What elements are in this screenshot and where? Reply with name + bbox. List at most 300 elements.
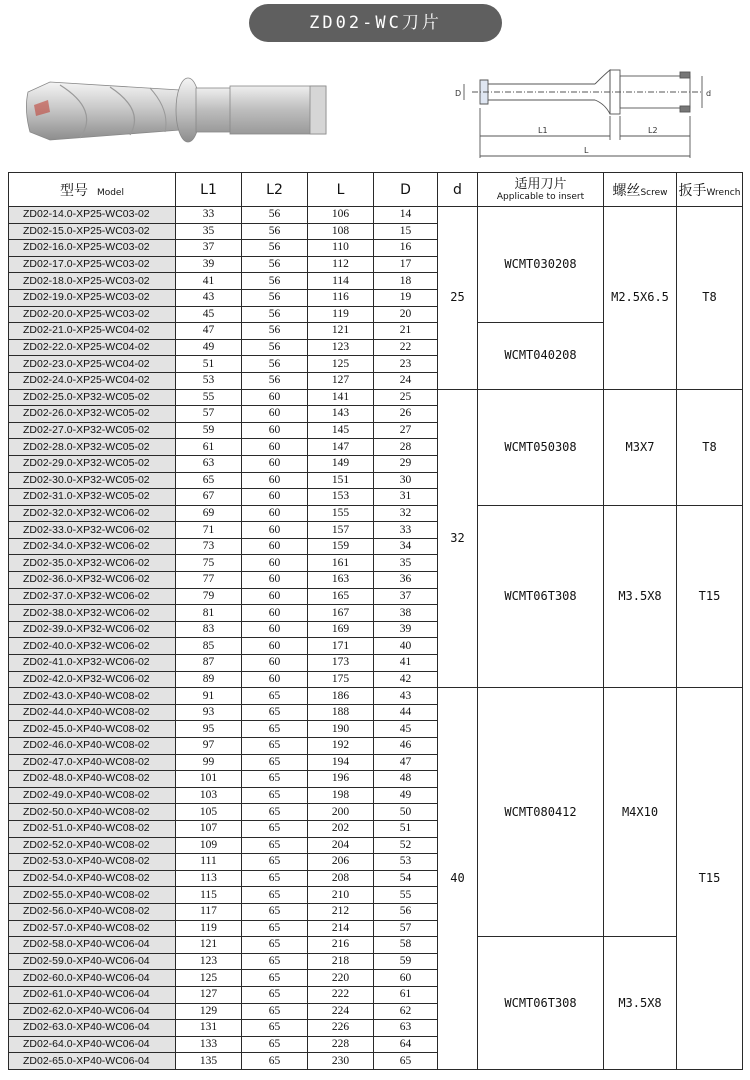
D-cell: 23 — [374, 356, 438, 373]
D-cell: 59 — [374, 953, 438, 970]
L-cell: 202 — [308, 820, 374, 837]
screw-cell: M3X7 — [604, 389, 677, 505]
L-cell: 127 — [308, 372, 374, 389]
model-cell: ZD02-44.0-XP40-WC08-02 — [9, 704, 176, 721]
table-header-row — [9, 173, 743, 207]
header-D: D — [374, 173, 438, 207]
drill-photo — [20, 60, 350, 160]
L2-cell: 56 — [242, 256, 308, 273]
model-cell: ZD02-41.0-XP32-WC06-02 — [9, 655, 176, 672]
L1-cell: 135 — [176, 1053, 242, 1070]
model-cell: ZD02-45.0-XP40-WC08-02 — [9, 721, 176, 738]
L2-cell: 60 — [242, 455, 308, 472]
L-cell: 194 — [308, 754, 374, 771]
L2-cell: 65 — [242, 937, 308, 954]
wrench-cell: T15 — [677, 505, 743, 688]
wrench-cell: T8 — [677, 389, 743, 505]
L-cell: 119 — [308, 306, 374, 323]
D-cell: 27 — [374, 422, 438, 439]
model-cell: ZD02-18.0-XP25-WC03-02 — [9, 273, 176, 290]
L2-cell: 60 — [242, 472, 308, 489]
L-cell: 143 — [308, 406, 374, 423]
L1-cell: 41 — [176, 273, 242, 290]
header-screw: 螺丝Screw — [604, 173, 677, 207]
L-cell: 112 — [308, 256, 374, 273]
dim-d-label: d — [706, 89, 712, 98]
header-L: L — [308, 173, 374, 207]
L2-cell: 60 — [242, 572, 308, 589]
L-cell: 218 — [308, 953, 374, 970]
L1-cell: 133 — [176, 1036, 242, 1053]
screw-cell: M3.5X8 — [604, 505, 677, 688]
model-cell: ZD02-29.0-XP32-WC05-02 — [9, 455, 176, 472]
model-cell: ZD02-57.0-XP40-WC08-02 — [9, 920, 176, 937]
insert-cell: WCMT040208 — [478, 323, 604, 389]
D-cell: 49 — [374, 787, 438, 804]
L-cell: 147 — [308, 439, 374, 456]
L1-cell: 113 — [176, 870, 242, 887]
L1-cell: 37 — [176, 240, 242, 257]
L-cell: 230 — [308, 1053, 374, 1070]
screw-cell: M4X10 — [604, 688, 677, 937]
model-cell: ZD02-15.0-XP25-WC03-02 — [9, 223, 176, 240]
L2-cell: 56 — [242, 207, 308, 224]
L1-cell: 115 — [176, 887, 242, 904]
D-cell: 55 — [374, 887, 438, 904]
header-L2: L2 — [242, 173, 308, 207]
model-cell: ZD02-65.0-XP40-WC06-04 — [9, 1053, 176, 1070]
L-cell: 228 — [308, 1036, 374, 1053]
insert-cell: WCMT080412 — [478, 688, 604, 937]
L1-cell: 63 — [176, 455, 242, 472]
L2-cell: 65 — [242, 804, 308, 821]
model-cell: ZD02-58.0-XP40-WC06-04 — [9, 937, 176, 954]
D-cell: 28 — [374, 439, 438, 456]
model-cell: ZD02-22.0-XP25-WC04-02 — [9, 339, 176, 356]
model-cell: ZD02-20.0-XP25-WC03-02 — [9, 306, 176, 323]
L-cell: 163 — [308, 572, 374, 589]
L1-cell: 69 — [176, 505, 242, 522]
L-cell: 116 — [308, 289, 374, 306]
D-cell: 30 — [374, 472, 438, 489]
D-cell: 54 — [374, 870, 438, 887]
L1-cell: 109 — [176, 837, 242, 854]
L2-cell: 65 — [242, 854, 308, 871]
D-cell: 33 — [374, 522, 438, 539]
L-cell: 175 — [308, 671, 374, 688]
model-cell: ZD02-34.0-XP32-WC06-02 — [9, 538, 176, 555]
L-cell: 125 — [308, 356, 374, 373]
L1-cell: 45 — [176, 306, 242, 323]
D-cell: 26 — [374, 406, 438, 423]
model-cell: ZD02-54.0-XP40-WC08-02 — [9, 870, 176, 887]
insert-cell: WCMT06T308 — [478, 505, 604, 688]
L1-cell: 57 — [176, 406, 242, 423]
screw-cell: M2.5X6.5 — [604, 207, 677, 390]
L2-cell: 65 — [242, 953, 308, 970]
L1-cell: 55 — [176, 389, 242, 406]
L2-cell: 60 — [242, 489, 308, 506]
L2-cell: 65 — [242, 771, 308, 788]
insert-cell: WCMT050308 — [478, 389, 604, 505]
L2-cell: 65 — [242, 1053, 308, 1070]
D-cell: 24 — [374, 372, 438, 389]
L2-cell: 60 — [242, 655, 308, 672]
D-cell: 58 — [374, 937, 438, 954]
L2-cell: 56 — [242, 356, 308, 373]
L1-cell: 85 — [176, 638, 242, 655]
L1-cell: 103 — [176, 787, 242, 804]
model-cell: ZD02-51.0-XP40-WC08-02 — [9, 820, 176, 837]
model-cell: ZD02-43.0-XP40-WC08-02 — [9, 688, 176, 705]
L-cell: 157 — [308, 522, 374, 539]
L-cell: 210 — [308, 887, 374, 904]
model-cell: ZD02-59.0-XP40-WC06-04 — [9, 953, 176, 970]
L2-cell: 65 — [242, 903, 308, 920]
L-cell: 200 — [308, 804, 374, 821]
L-cell: 173 — [308, 655, 374, 672]
L1-cell: 65 — [176, 472, 242, 489]
L2-cell: 56 — [242, 339, 308, 356]
L-cell: 165 — [308, 588, 374, 605]
L1-cell: 97 — [176, 738, 242, 755]
model-cell: ZD02-42.0-XP32-WC06-02 — [9, 671, 176, 688]
L1-cell: 87 — [176, 655, 242, 672]
model-cell: ZD02-35.0-XP32-WC06-02 — [9, 555, 176, 572]
model-cell: ZD02-53.0-XP40-WC08-02 — [9, 854, 176, 871]
D-cell: 63 — [374, 1020, 438, 1037]
header-model: 型号 Model — [9, 173, 176, 207]
L-cell: 192 — [308, 738, 374, 755]
D-cell: 44 — [374, 704, 438, 721]
model-cell: ZD02-37.0-XP32-WC06-02 — [9, 588, 176, 605]
L-cell: 171 — [308, 638, 374, 655]
L1-cell: 83 — [176, 621, 242, 638]
L1-cell: 101 — [176, 771, 242, 788]
L2-cell: 65 — [242, 970, 308, 987]
L2-cell: 56 — [242, 240, 308, 257]
L1-cell: 119 — [176, 920, 242, 937]
L-cell: 159 — [308, 538, 374, 555]
L2-cell: 65 — [242, 1036, 308, 1053]
table-row — [9, 389, 743, 406]
L1-cell: 89 — [176, 671, 242, 688]
L1-cell: 59 — [176, 422, 242, 439]
dim-L1-label: L1 — [538, 126, 548, 135]
L-cell: 188 — [308, 704, 374, 721]
model-cell: ZD02-49.0-XP40-WC08-02 — [9, 787, 176, 804]
D-cell: 56 — [374, 903, 438, 920]
D-cell: 22 — [374, 339, 438, 356]
L-cell: 226 — [308, 1020, 374, 1037]
D-cell: 65 — [374, 1053, 438, 1070]
L-cell: 149 — [308, 455, 374, 472]
L1-cell: 49 — [176, 339, 242, 356]
L-cell: 121 — [308, 323, 374, 340]
L1-cell: 129 — [176, 1003, 242, 1020]
L2-cell: 56 — [242, 323, 308, 340]
L-cell: 114 — [308, 273, 374, 290]
model-cell: ZD02-16.0-XP25-WC03-02 — [9, 240, 176, 257]
D-cell: 18 — [374, 273, 438, 290]
D-cell: 62 — [374, 1003, 438, 1020]
model-cell: ZD02-47.0-XP40-WC08-02 — [9, 754, 176, 771]
L-cell: 106 — [308, 207, 374, 224]
D-cell: 19 — [374, 289, 438, 306]
D-cell: 52 — [374, 837, 438, 854]
D-cell: 45 — [374, 721, 438, 738]
L1-cell: 131 — [176, 1020, 242, 1037]
L1-cell: 39 — [176, 256, 242, 273]
L2-cell: 60 — [242, 422, 308, 439]
model-cell: ZD02-64.0-XP40-WC06-04 — [9, 1036, 176, 1053]
D-cell: 15 — [374, 223, 438, 240]
D-cell: 48 — [374, 771, 438, 788]
L1-cell: 121 — [176, 937, 242, 954]
dim-L2-label: L2 — [648, 126, 658, 135]
model-cell: ZD02-33.0-XP32-WC06-02 — [9, 522, 176, 539]
model-cell: ZD02-48.0-XP40-WC08-02 — [9, 771, 176, 788]
L-cell: 167 — [308, 605, 374, 622]
model-cell: ZD02-24.0-XP25-WC04-02 — [9, 372, 176, 389]
L1-cell: 35 — [176, 223, 242, 240]
D-cell: 43 — [374, 688, 438, 705]
model-cell: ZD02-23.0-XP25-WC04-02 — [9, 356, 176, 373]
L2-cell: 56 — [242, 289, 308, 306]
L-cell: 110 — [308, 240, 374, 257]
D-cell: 51 — [374, 820, 438, 837]
model-cell: ZD02-52.0-XP40-WC08-02 — [9, 837, 176, 854]
L-cell: 220 — [308, 970, 374, 987]
model-cell: ZD02-40.0-XP32-WC06-02 — [9, 638, 176, 655]
L2-cell: 56 — [242, 306, 308, 323]
L2-cell: 60 — [242, 505, 308, 522]
L-cell: 196 — [308, 771, 374, 788]
table-row — [9, 207, 743, 224]
L-cell: 141 — [308, 389, 374, 406]
L1-cell: 75 — [176, 555, 242, 572]
L2-cell: 60 — [242, 439, 308, 456]
header-wrench: 扳手Wrench — [677, 173, 743, 207]
L1-cell: 73 — [176, 538, 242, 555]
D-cell: 50 — [374, 804, 438, 821]
D-cell: 25 — [374, 389, 438, 406]
model-cell: ZD02-19.0-XP25-WC03-02 — [9, 289, 176, 306]
model-cell: ZD02-50.0-XP40-WC08-02 — [9, 804, 176, 821]
L-cell: 206 — [308, 854, 374, 871]
D-cell: 16 — [374, 240, 438, 257]
L1-cell: 107 — [176, 820, 242, 837]
title-banner — [0, 0, 750, 48]
L-cell: 123 — [308, 339, 374, 356]
L2-cell: 65 — [242, 738, 308, 755]
wrench-cell: T8 — [677, 207, 743, 390]
model-cell: ZD02-46.0-XP40-WC08-02 — [9, 738, 176, 755]
L1-cell: 71 — [176, 522, 242, 539]
D-cell: 61 — [374, 986, 438, 1003]
D-cell: 42 — [374, 671, 438, 688]
model-cell: ZD02-56.0-XP40-WC08-02 — [9, 903, 176, 920]
model-cell: ZD02-55.0-XP40-WC08-02 — [9, 887, 176, 904]
L-cell: 224 — [308, 1003, 374, 1020]
L1-cell: 67 — [176, 489, 242, 506]
D-cell: 32 — [374, 505, 438, 522]
L1-cell: 61 — [176, 439, 242, 456]
L1-cell: 95 — [176, 721, 242, 738]
L1-cell: 81 — [176, 605, 242, 622]
L-cell: 198 — [308, 787, 374, 804]
L2-cell: 60 — [242, 555, 308, 572]
D-cell: 14 — [374, 207, 438, 224]
L1-cell: 47 — [176, 323, 242, 340]
L1-cell: 33 — [176, 207, 242, 224]
table-row — [9, 688, 743, 705]
L-cell: 212 — [308, 903, 374, 920]
L-cell: 216 — [308, 937, 374, 954]
L2-cell: 56 — [242, 273, 308, 290]
model-cell: ZD02-63.0-XP40-WC06-04 — [9, 1020, 176, 1037]
L2-cell: 60 — [242, 538, 308, 555]
model-cell: ZD02-30.0-XP32-WC05-02 — [9, 472, 176, 489]
D-cell: 40 — [374, 638, 438, 655]
L2-cell: 65 — [242, 920, 308, 937]
D-cell: 29 — [374, 455, 438, 472]
L-cell: 161 — [308, 555, 374, 572]
L1-cell: 77 — [176, 572, 242, 589]
model-cell: ZD02-27.0-XP32-WC05-02 — [9, 422, 176, 439]
insert-cell: WCMT06T308 — [478, 937, 604, 1070]
L2-cell: 65 — [242, 754, 308, 771]
header-d: d — [438, 173, 478, 207]
table-row — [9, 937, 743, 954]
L-cell: 108 — [308, 223, 374, 240]
insert-cell: WCMT030208 — [478, 207, 604, 323]
D-cell: 38 — [374, 605, 438, 622]
D-cell: 60 — [374, 970, 438, 987]
L-cell: 169 — [308, 621, 374, 638]
L1-cell: 99 — [176, 754, 242, 771]
D-cell: 20 — [374, 306, 438, 323]
spec-table — [8, 172, 743, 1070]
model-cell: ZD02-31.0-XP32-WC05-02 — [9, 489, 176, 506]
L2-cell: 60 — [242, 621, 308, 638]
dim-D-label: D — [455, 89, 462, 98]
L2-cell: 65 — [242, 870, 308, 887]
L-cell: 222 — [308, 986, 374, 1003]
L1-cell: 111 — [176, 854, 242, 871]
L-cell: 214 — [308, 920, 374, 937]
d-cell: 40 — [438, 688, 478, 1070]
L2-cell: 56 — [242, 372, 308, 389]
L1-cell: 91 — [176, 688, 242, 705]
L2-cell: 65 — [242, 688, 308, 705]
model-cell: ZD02-14.0-XP25-WC03-02 — [9, 207, 176, 224]
L-cell: 145 — [308, 422, 374, 439]
page-title: ZD02-WC刀片 — [249, 4, 502, 42]
L2-cell: 60 — [242, 588, 308, 605]
L2-cell: 60 — [242, 522, 308, 539]
L2-cell: 65 — [242, 704, 308, 721]
model-cell: ZD02-17.0-XP25-WC03-02 — [9, 256, 176, 273]
D-cell: 46 — [374, 738, 438, 755]
d-cell: 32 — [438, 389, 478, 688]
D-cell: 47 — [374, 754, 438, 771]
D-cell: 41 — [374, 655, 438, 672]
L2-cell: 60 — [242, 671, 308, 688]
model-cell: ZD02-26.0-XP32-WC05-02 — [9, 406, 176, 423]
L1-cell: 123 — [176, 953, 242, 970]
D-cell: 31 — [374, 489, 438, 506]
D-cell: 53 — [374, 854, 438, 871]
wrench-cell: T15 — [677, 688, 743, 1070]
L2-cell: 56 — [242, 223, 308, 240]
D-cell: 57 — [374, 920, 438, 937]
model-cell: ZD02-36.0-XP32-WC06-02 — [9, 572, 176, 589]
L2-cell: 65 — [242, 820, 308, 837]
L2-cell: 65 — [242, 887, 308, 904]
table-row — [9, 505, 743, 522]
model-cell: ZD02-25.0-XP32-WC05-02 — [9, 389, 176, 406]
L2-cell: 65 — [242, 787, 308, 804]
header-insert: 适用刀片 Applicable to insert — [478, 173, 604, 207]
L-cell: 208 — [308, 870, 374, 887]
L-cell: 186 — [308, 688, 374, 705]
L1-cell: 93 — [176, 704, 242, 721]
L2-cell: 60 — [242, 638, 308, 655]
L1-cell: 79 — [176, 588, 242, 605]
L1-cell: 43 — [176, 289, 242, 306]
header-L1: L1 — [176, 173, 242, 207]
D-cell: 35 — [374, 555, 438, 572]
model-cell: ZD02-38.0-XP32-WC06-02 — [9, 605, 176, 622]
model-cell: ZD02-62.0-XP40-WC06-04 — [9, 1003, 176, 1020]
D-cell: 34 — [374, 538, 438, 555]
L-cell: 151 — [308, 472, 374, 489]
model-cell: ZD02-32.0-XP32-WC06-02 — [9, 505, 176, 522]
dim-L-label: L — [584, 146, 589, 155]
L2-cell: 60 — [242, 406, 308, 423]
L2-cell: 60 — [242, 389, 308, 406]
L1-cell: 105 — [176, 804, 242, 821]
L-cell: 204 — [308, 837, 374, 854]
model-cell: ZD02-28.0-XP32-WC05-02 — [9, 439, 176, 456]
L1-cell: 53 — [176, 372, 242, 389]
model-cell: ZD02-21.0-XP25-WC04-02 — [9, 323, 176, 340]
L2-cell: 65 — [242, 837, 308, 854]
D-cell: 37 — [374, 588, 438, 605]
L-cell: 190 — [308, 721, 374, 738]
D-cell: 36 — [374, 572, 438, 589]
L-cell: 153 — [308, 489, 374, 506]
D-cell: 64 — [374, 1036, 438, 1053]
L1-cell: 51 — [176, 356, 242, 373]
d-cell: 25 — [438, 207, 478, 390]
L2-cell: 65 — [242, 721, 308, 738]
L-cell: 155 — [308, 505, 374, 522]
D-cell: 39 — [374, 621, 438, 638]
L2-cell: 60 — [242, 605, 308, 622]
D-cell: 17 — [374, 256, 438, 273]
L1-cell: 127 — [176, 986, 242, 1003]
model-cell: ZD02-61.0-XP40-WC06-04 — [9, 986, 176, 1003]
L2-cell: 65 — [242, 986, 308, 1003]
L2-cell: 65 — [242, 1003, 308, 1020]
table-body — [9, 207, 743, 1070]
model-cell: ZD02-60.0-XP40-WC06-04 — [9, 970, 176, 987]
technical-drawing — [450, 58, 730, 168]
L1-cell: 125 — [176, 970, 242, 987]
model-cell: ZD02-39.0-XP32-WC06-02 — [9, 621, 176, 638]
